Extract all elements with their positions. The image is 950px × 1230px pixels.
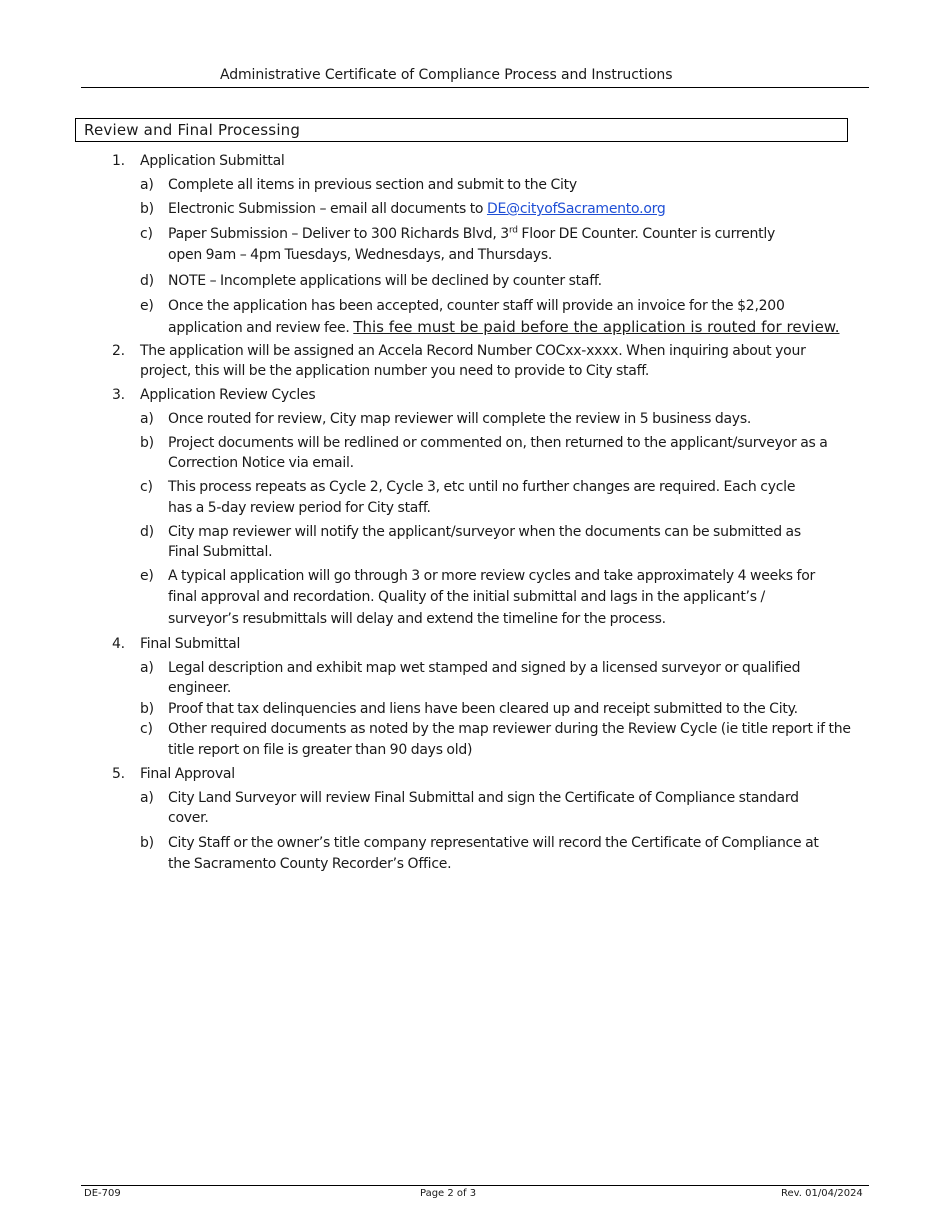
sub-text: City map reviewer will notify the applicant/surveyor when the documents can be submitted as [168, 524, 801, 540]
sub-letter: a) [140, 177, 154, 193]
sub-text: Once routed for review, City map reviewer will complete the review in 5 business days. [168, 411, 752, 427]
sub-letter: d) [140, 524, 154, 540]
sub-text: Project documents will be redlined or commented on, then returned to the applicant/surveyor as a [168, 435, 828, 451]
footer-revision: Rev. 01/04/2024 [781, 1188, 863, 1199]
electronic-submission-text: Electronic Submission – email all documents to [168, 201, 487, 217]
sub-text: This process repeats as Cycle 2, Cycle 3, etc until no further changes are required. Each cycle [168, 479, 796, 495]
paper-submission-text: Paper Submission – Deliver to 300 Richards Blvd, 3 [168, 226, 509, 242]
email-link[interactable]: DE@cityofSacramento.org [486, 201, 666, 217]
sub-text: City Staff or the owner’s title company representative will record the Certificate of Compliance at [168, 835, 819, 851]
page-header-title: Administrative Certificate of Compliance Process and Instructions [220, 67, 673, 83]
footer-page-number: Page 2 of 3 [420, 1188, 477, 1199]
sub-text [168, 199, 666, 220]
ordinal-suffix: rd [508, 225, 518, 236]
sub-text: has a 5-day review period for City staff. [168, 500, 431, 516]
paper-submission-text-cont: Floor DE Counter. Counter is currently [517, 226, 776, 242]
item-number: 4. [112, 636, 125, 652]
sub-letter: b) [140, 201, 154, 217]
sub-text: Final Submittal. [168, 544, 273, 560]
fee-text: application and review fee. [168, 320, 354, 336]
item-number: 1. [112, 153, 125, 169]
sub-text [168, 224, 775, 245]
sub-text: A typical application will go through 3 or more review cycles and take approximately 4 weeks for [168, 568, 816, 584]
footer-divider [81, 1185, 869, 1186]
item-number: 2. [112, 343, 125, 359]
footer-form-id: DE-709 [84, 1188, 121, 1199]
sub-text: Correction Notice via email. [168, 455, 354, 471]
sub-text: surveyor’s resubmittals will delay and extend the timeline for the process. [168, 611, 666, 627]
sub-letter: a) [140, 411, 154, 427]
sub-text: open 9am – 4pm Tuesdays, Wednesdays, and Thursdays. [168, 247, 553, 263]
item-title-review-cycles: Application Review Cycles [140, 387, 316, 403]
item-number: 5. [112, 766, 125, 782]
sub-letter: b) [140, 835, 154, 851]
section-title: Review and Final Processing [84, 121, 301, 139]
sub-letter: b) [140, 701, 154, 717]
sub-text: Once the application has been accepted, counter staff will provide an invoice for the $2,200 [168, 298, 785, 314]
sub-letter: a) [140, 790, 154, 806]
sub-letter: e) [140, 568, 154, 584]
item-text: The application will be assigned an Accela Record Number COCxx-xxxx. When inquiring about your [140, 343, 806, 359]
sub-text: final approval and recordation. Quality of the initial submittal and lags in the applicant’s / [168, 589, 765, 605]
sub-letter: a) [140, 660, 154, 676]
sub-letter: d) [140, 273, 154, 289]
sub-text: the Sacramento County Recorder’s Office. [168, 856, 452, 872]
sub-text: NOTE – Incomplete applications will be declined by counter staff. [168, 273, 602, 289]
fee-requirement-emphasis: This fee must be paid before the application is routed for review. [353, 318, 840, 336]
sub-text: cover. [168, 810, 209, 826]
sub-text: engineer. [168, 680, 232, 696]
sub-text: Complete all items in previous section and submit to the City [168, 177, 577, 193]
sub-letter: c) [140, 479, 153, 495]
item-title-final-submittal: Final Submittal [140, 636, 241, 652]
sub-letter: e) [140, 298, 154, 314]
sub-text: Other required documents as noted by the map reviewer during the Review Cycle (ie title report if the [168, 721, 851, 737]
sub-text [168, 317, 839, 339]
sub-letter: c) [140, 226, 153, 242]
item-title-application-submittal: Application Submittal [140, 153, 285, 169]
item-number: 3. [112, 387, 125, 403]
item-title-final-approval: Final Approval [140, 766, 235, 782]
sub-text: Proof that tax delinquencies and liens have been cleared up and receipt submitted to the City. [168, 701, 798, 717]
sub-text: title report on file is greater than 90 days old) [168, 742, 473, 758]
sub-text: City Land Surveyor will review Final Submittal and sign the Certificate of Compliance standard [168, 790, 799, 806]
sub-letter: c) [140, 721, 153, 737]
sub-text: Legal description and exhibit map wet stamped and signed by a licensed surveyor or qualified [168, 660, 801, 676]
sub-letter: b) [140, 435, 154, 451]
item-text: project, this will be the application number you need to provide to City staff. [140, 363, 650, 379]
